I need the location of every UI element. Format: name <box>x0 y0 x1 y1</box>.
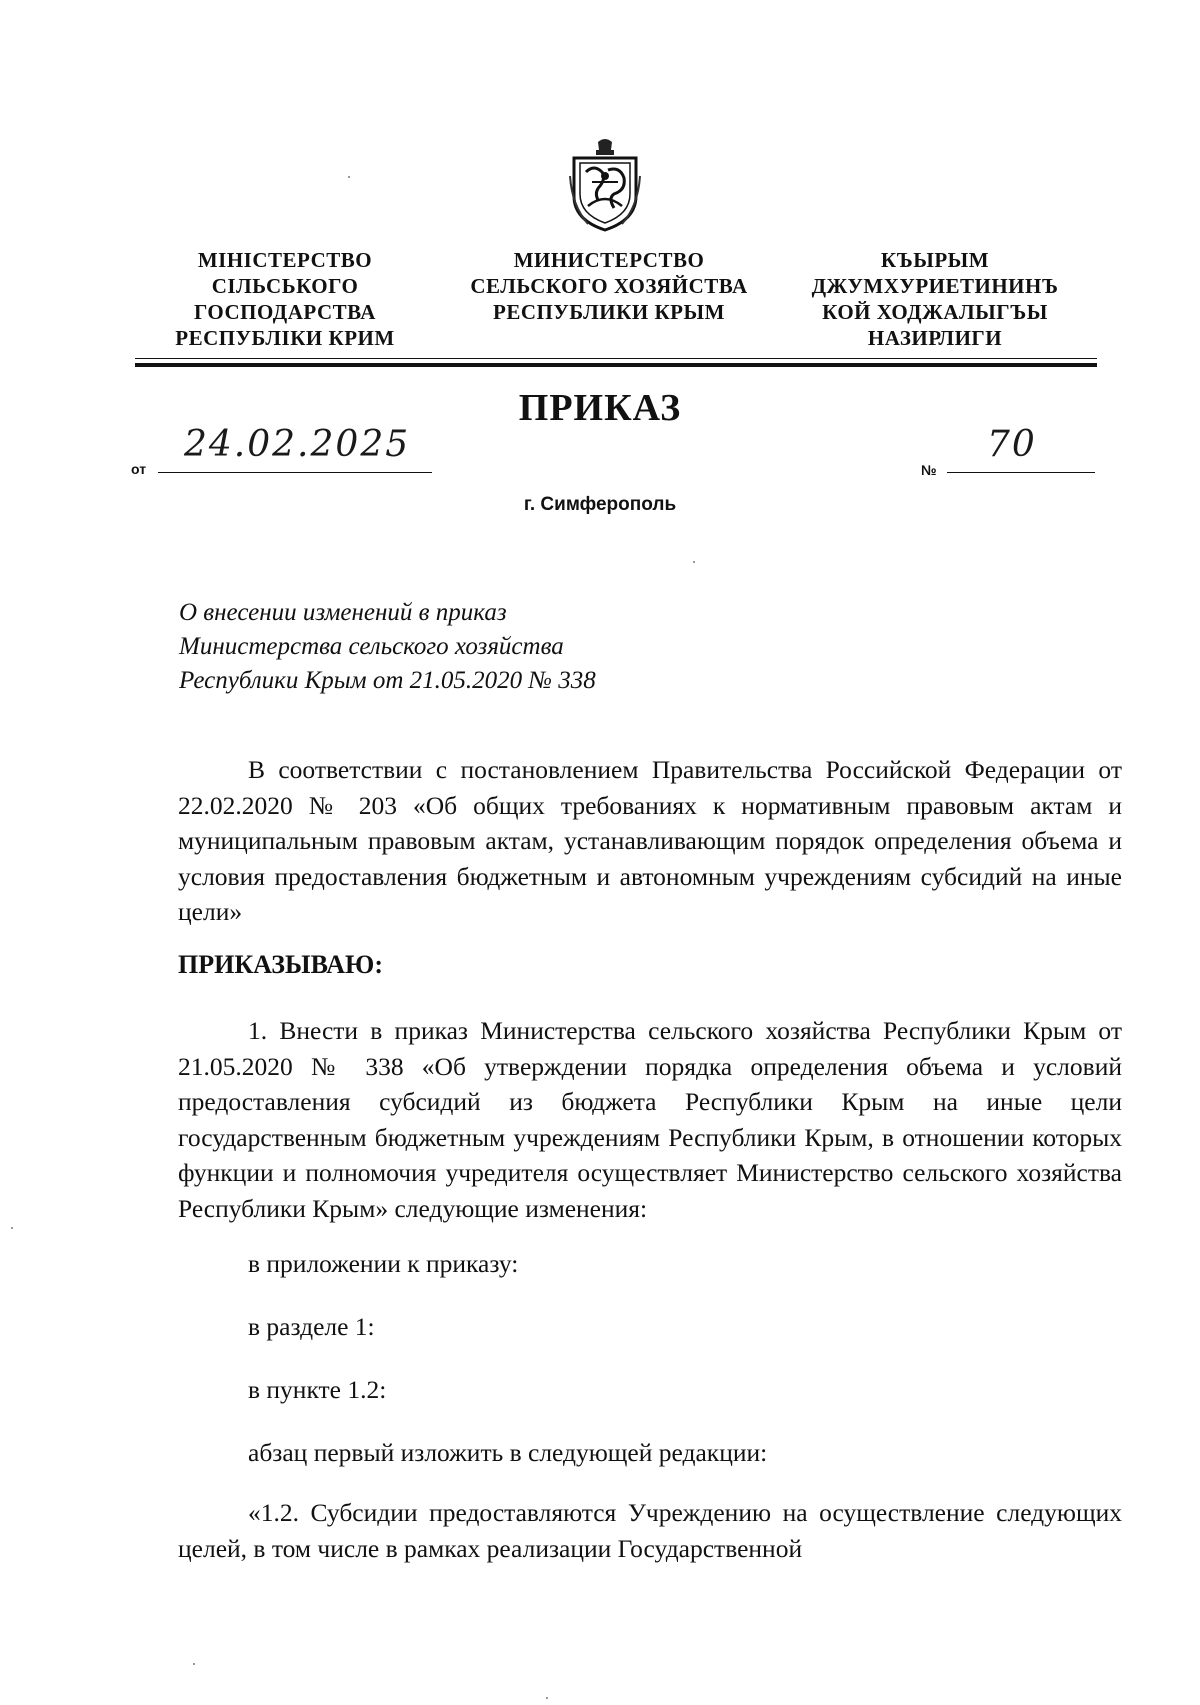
subject-line: Министерства сельского хозяйства <box>179 633 564 660</box>
intro-paragraph: В соответствии с постановлением Правительства Российской Федерации от 22.02.2020 № 203 «Об общих требованиях к нормативным правовым актам и муниципальным правовым актам, устанавливающим порядок определения объема и условия предоставления бюджетным и автономным учреждениям субсидий на иные цели» <box>178 755 1122 926</box>
scan-speck <box>11 1227 13 1229</box>
document-title: ПРИКАЗ <box>518 387 682 429</box>
subject-line: Республики Крым от 21.05.2020 № 338 <box>179 667 596 694</box>
subject-block <box>179 596 596 698</box>
crimea-coat-of-arms-icon <box>568 136 642 234</box>
item-1-paragraph: 1. Внести в приказ Министерства сельского хозяйства Республики Крым от 21.05.2020 № 338 «Об утверждении порядка определения объема и условий предоставления субсидий из бюджета Республики Крым на иные цели государственным бюджетным учреждениям Республики Крым, в отношении которых функции и полномочия учредителя осуществляет Министерство сельского хозяйства Республики Крым» следующие изменения: <box>178 1016 1122 1223</box>
number-value: 70 <box>987 424 1037 465</box>
order-heading: ПРИКАЗЫВАЮ: <box>178 950 383 979</box>
scan-speck <box>693 561 695 563</box>
date-field <box>158 424 432 473</box>
date-value: 24.02.2025 <box>184 424 411 465</box>
number-field <box>947 424 1095 473</box>
ministry-name-crimean-tatar: КЪЫРЫМ ДЖУМХУРИЕТИНИНЪ КОЙ ХОДЖАЛЫГЪЫ НАЗИРЛИГИ <box>811 248 1059 350</box>
scan-speck <box>348 176 350 178</box>
point-line: в пункте 1.2: <box>248 1375 387 1404</box>
quote-paragraph: «1.2. Субсидии предоставляются Учреждению на осуществление следующих целей, в том числе в рамках реализации Государственной <box>178 1498 1122 1563</box>
scan-speck <box>193 1663 195 1665</box>
subject-line: О внесении изменений в приказ <box>179 599 507 626</box>
ministry-name-ukrainian: МІНІСТЕРСТВО СІЛЬСЬКОГО ГОСПОДАРСТВА РЕСПУБЛІКИ КРИМ <box>175 248 395 350</box>
header-divider-thick <box>135 363 1097 367</box>
header-divider-thin <box>135 358 1097 359</box>
date-label: от <box>131 461 147 477</box>
paragraph-instruction-line: абзац первый изложить в следующей редакции: <box>248 1438 768 1467</box>
section-line: в разделе 1: <box>248 1312 375 1341</box>
appendix-line: в приложении к приказу: <box>248 1249 519 1278</box>
ministry-name-russian: МИНИСТЕРСТВО СЕЛЬСКОГО ХОЗЯЙСТВА РЕСПУБЛИКИ КРЫМ <box>470 248 748 324</box>
scan-speck <box>546 1697 548 1699</box>
number-label: № <box>921 462 937 478</box>
city: г. Симферополь <box>523 494 677 515</box>
